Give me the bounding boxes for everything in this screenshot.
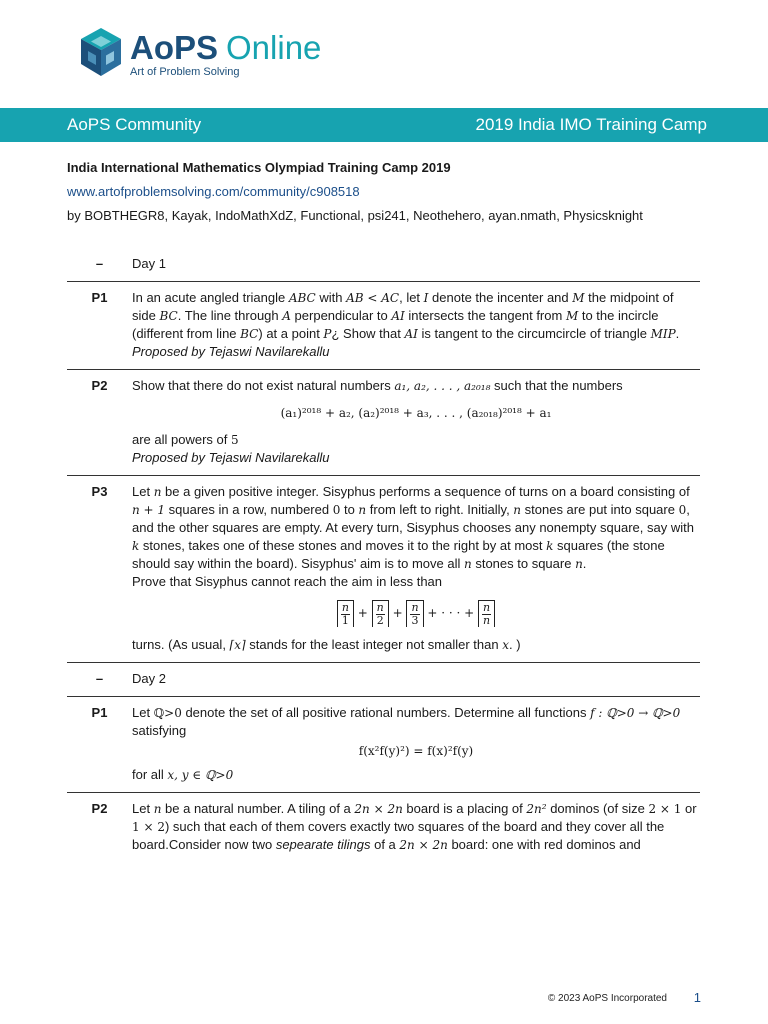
problem-label: P2 — [91, 378, 108, 393]
display-equation: f(x²f(y)²) = f(x)²f(y) — [358, 744, 474, 758]
logo-tagline: Art of Problem Solving — [130, 66, 240, 78]
day-2-header — [67, 663, 700, 697]
logo-wordmark — [130, 29, 321, 67]
display-equation: (a₁)²⁰¹⁸ + a₂, (a₂)²⁰¹⁸ + a₃, . . . , (a₂₀₁₈)²⁰¹⁸ + a₁ — [280, 406, 552, 420]
authors-line: by BOBTHEGR8, Kayak, IndoMathXdZ, Functional, psi241, Neothehero, ayan.nmath, Physicsknight — [67, 208, 643, 223]
community-link[interactable]: www.artofproblemsolving.com/community/c908518 — [67, 184, 360, 199]
problem-statement: Let ℚ>0 denote the set of all positive rational numbers. Determine all functions f : ℚ>0 → ℚ>0 satisfying f(x²f(y)²) = f(x)²f(y) for all x, y ∈ ℚ>0 — [132, 704, 700, 784]
problem-label: P3 — [91, 484, 108, 499]
problem-day1-p2 — [67, 370, 700, 476]
display-equation: $\frac{n}{1}$ + $\frac{n}{2}$ + $\frac{n}{3}$ + · · · + $\frac{n}{n}$ — [132, 600, 700, 627]
logo-product: Online — [226, 29, 322, 66]
problem-statement: In an acute angled triangle ABC with AB < AC, let I denote the incenter and M the midpoint of side BC. The line through A perpendicular to AI intersects the tangent from M to the incircle (different from line BC) at a point P¿ Show that AI is tangent to the circumcircle of triangle MIP. Proposed by Tejaswi Navilarekallu — [132, 289, 700, 361]
document-title: India International Mathematics Olympiad Training Camp 2019 — [67, 160, 451, 175]
header-banner — [0, 108, 768, 142]
problem-statement: Let n be a natural number. A tiling of a 2n × 2n board is a placing of 2n² dominos (of size 2 × 1 or 1 × 2) such that each of them covers exactly two squares of the board and they cover all the board.Consider now two sepearate tilings of a 2n × 2n board: one with red dominos and — [132, 801, 697, 852]
contest-title: 2019 India IMO Training Camp — [475, 115, 707, 134]
day-label: Day 1 — [132, 256, 166, 271]
proposer-credit: Proposed by Tejaswi Navilarekallu — [132, 450, 330, 465]
problem-label: P1 — [91, 705, 108, 720]
document-meta — [67, 156, 707, 228]
problem-day1-p1 — [67, 282, 700, 370]
day-label: Day 2 — [132, 671, 166, 686]
day-1-header — [67, 248, 700, 282]
problem-label: P2 — [91, 801, 108, 816]
copyright: © 2023 AoPS Incorporated — [547, 993, 667, 1004]
problem-statement: Show that there do not exist natural numbers a₁, a₂, . . . , a₂₀₁₈ such that the numbers (a₁)²⁰¹⁸ + a₂, (a₂)²⁰¹⁸ + a₃, . . . , (a₂₀₁₈)²⁰¹⁸ + a₁ are all powers of 5 Proposed by Tejaswi Navilarekallu — [132, 377, 700, 467]
aops-logo — [78, 26, 378, 84]
page-footer — [0, 990, 768, 1010]
problem-table — [67, 248, 700, 862]
community-label: AoPS Community — [67, 115, 202, 134]
row-label: – — [95, 256, 104, 271]
row-label: – — [95, 671, 104, 686]
problem-statement: Let n be a given positive integer. Sisyphus performs a sequence of turns on a board consisting of n + 1 squares in a row, numbered 0 to n from left to right. Initially, n stones are put into square 0, and the other squares are empty. At every turn, Sisyphus chooses any nonempty square, say with k stones, takes one of these stones and moves it to the right by at most k squares (the stone should say within the board). Sisyphus' aim is to move all n stones to square n. Prove that Sisyphus cannot reach the aim in less than $\frac{n}{1}$ + $\frac{n}{2}$ + $\frac{n}{3}$ + · · · + $\frac{n}{n}$ turns. (As usual, ⌈x⌉ stands for the least integer not smaller than x. ) — [132, 483, 700, 654]
problem-day2-p1 — [67, 697, 700, 793]
problem-day2-p2 — [67, 793, 700, 862]
page-number: 1 — [693, 990, 701, 1005]
problem-label: P1 — [91, 290, 108, 305]
problem-day1-p3 — [67, 476, 700, 663]
logo-brand: AoPS — [130, 29, 219, 66]
cube-logo-icon — [78, 26, 124, 78]
proposer-credit: Proposed by Tejaswi Navilarekallu — [132, 344, 330, 359]
